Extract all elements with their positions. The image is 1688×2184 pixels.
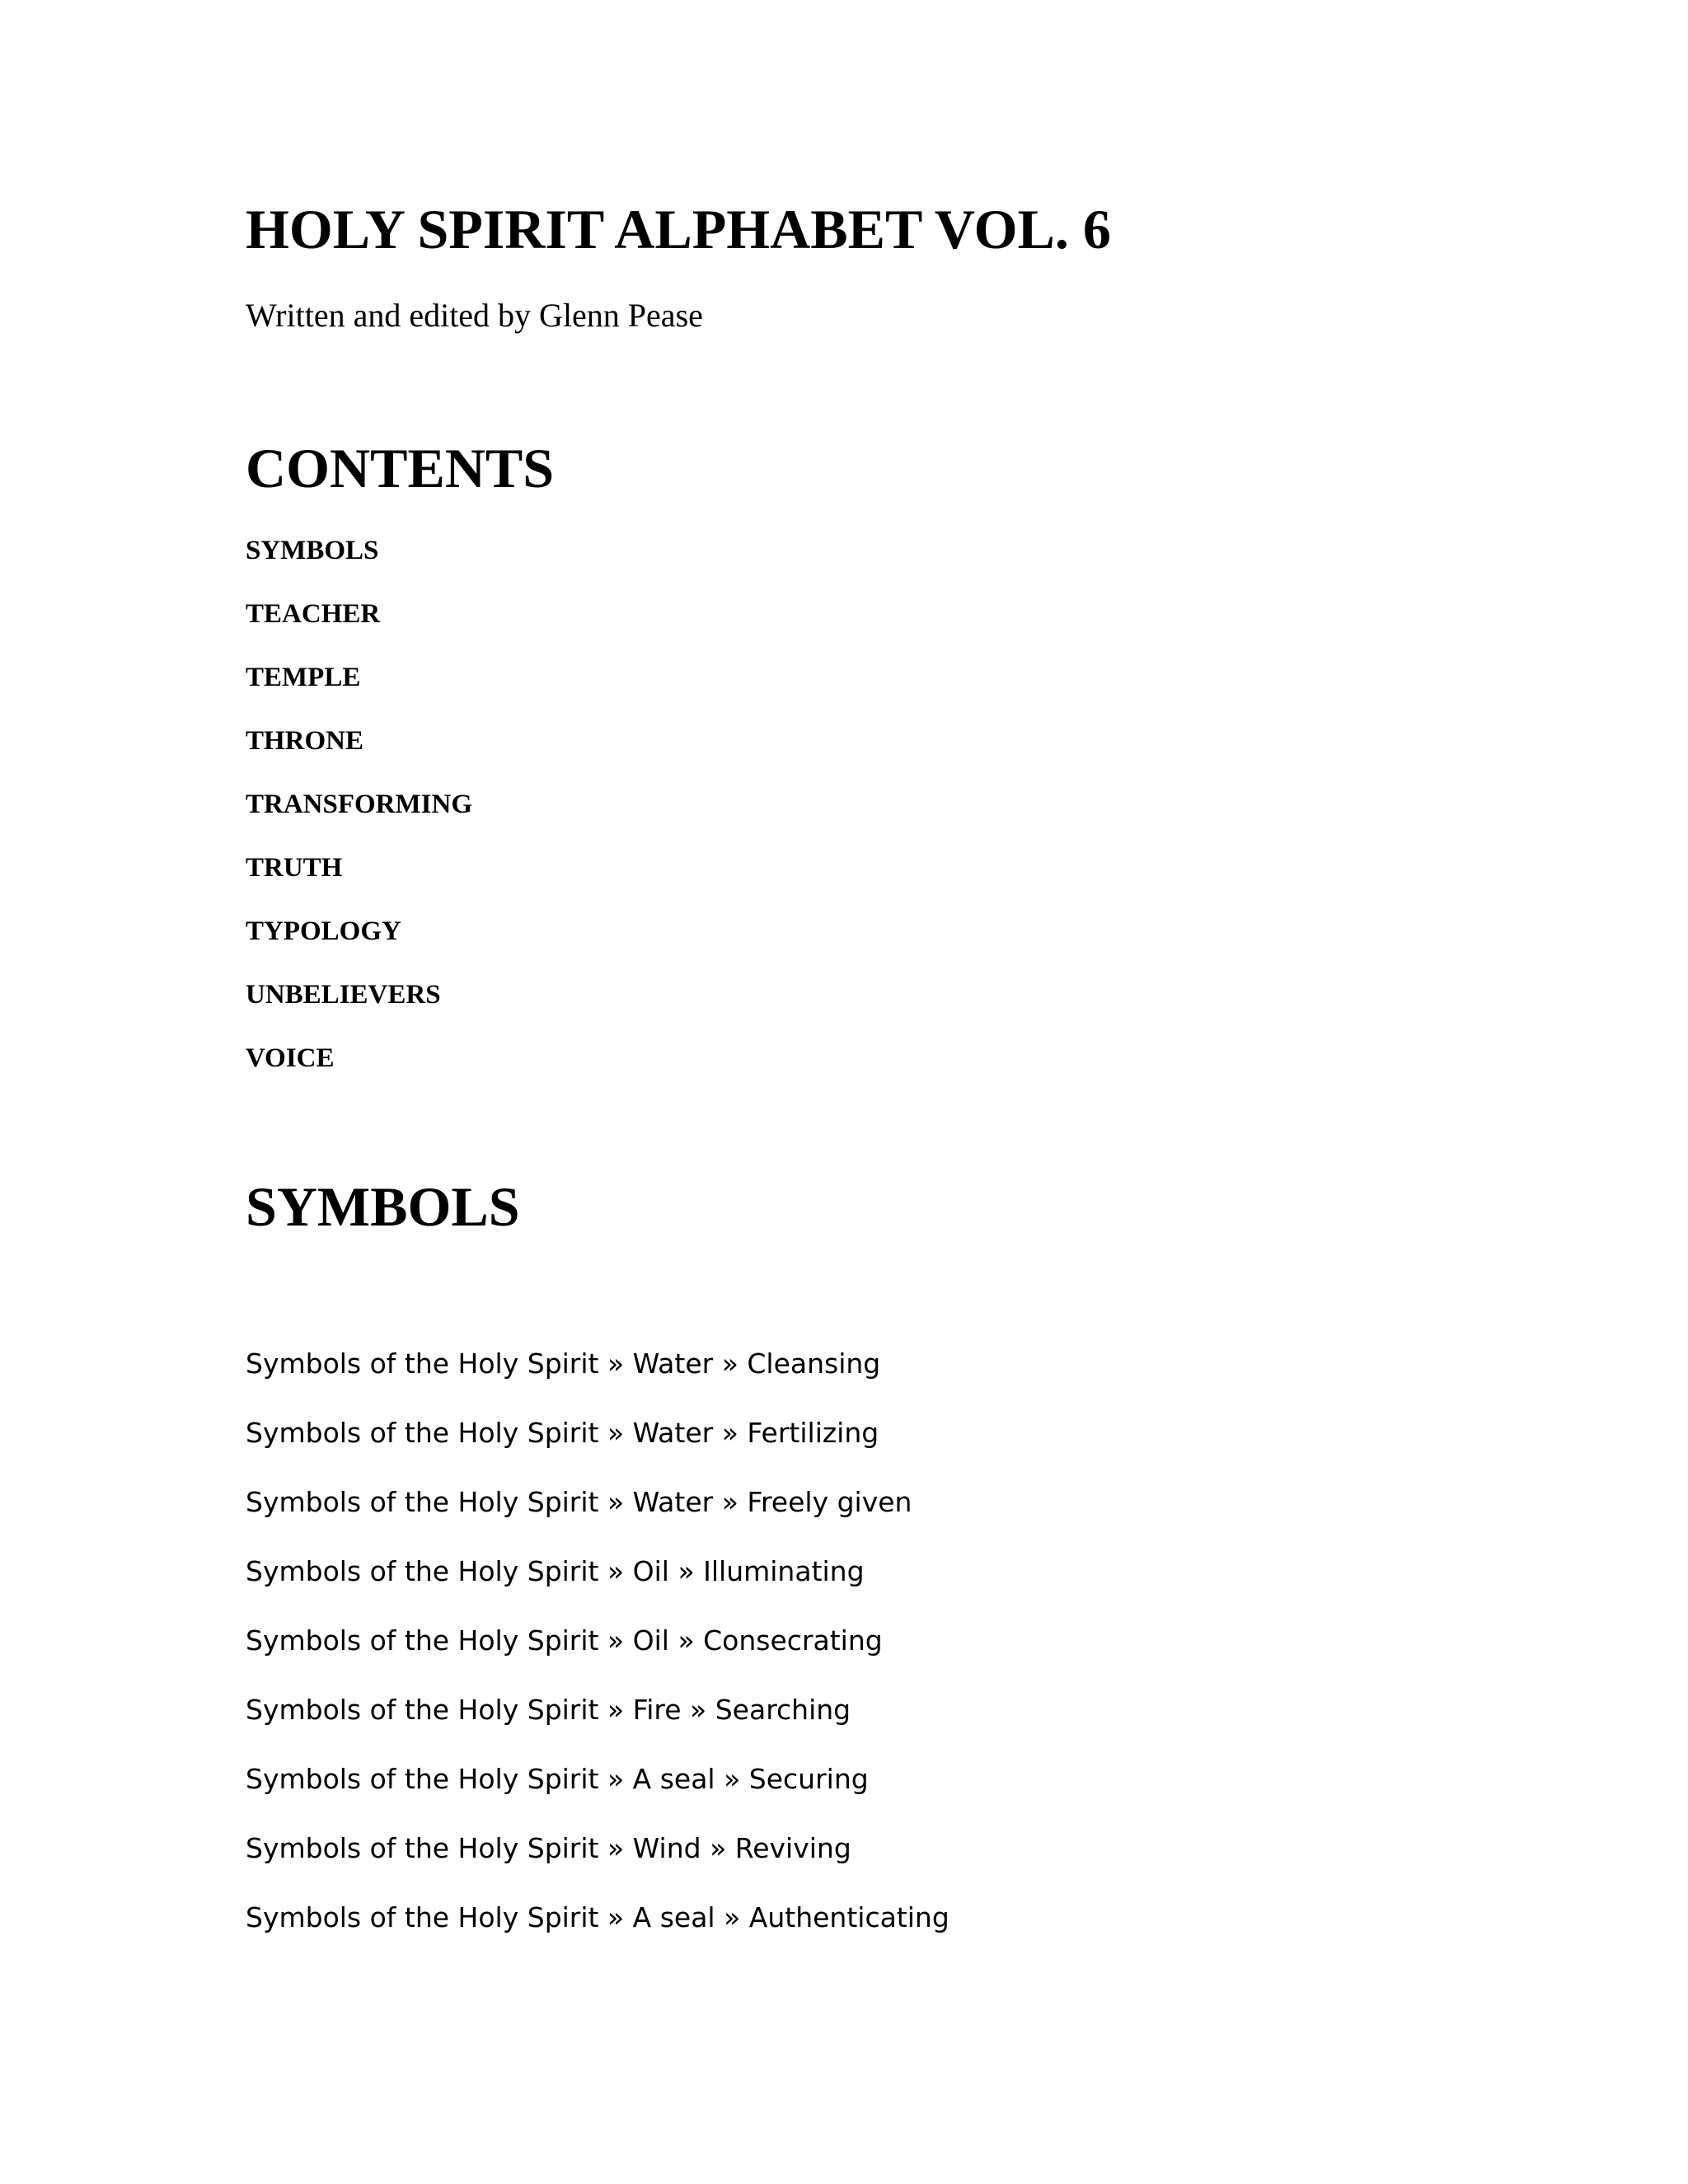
symbol-entry: Symbols of the Holy Spirit » Water » Fertilizing <box>246 1417 879 1449</box>
symbol-entry: Symbols of the Holy Spirit » Oil » Consecrating <box>246 1624 883 1657</box>
author-byline: Written and edited by Glenn Pease <box>246 297 703 334</box>
symbol-entry: Symbols of the Holy Spirit » A seal » Securing <box>246 1763 869 1795</box>
contents-heading: CONTENTS <box>246 437 555 499</box>
symbol-entry: Symbols of the Holy Spirit » Oil » Illuminating <box>246 1555 865 1587</box>
symbol-entry: Symbols of the Holy Spirit » Fire » Searching <box>246 1694 851 1726</box>
toc-item-transforming[interactable]: TRANSFORMING <box>246 790 473 819</box>
toc-item-throne[interactable]: THRONE <box>246 726 364 756</box>
toc-item-unbelievers[interactable]: UNBELIEVERS <box>246 980 441 1010</box>
toc-item-truth[interactable]: TRUTH <box>246 853 343 883</box>
symbol-entry: Symbols of the Holy Spirit » Water » Cleansing <box>246 1347 881 1380</box>
table-of-contents <box>246 530 472 1101</box>
symbol-entry: Symbols of the Holy Spirit » A seal » Authenticating <box>246 1901 950 1933</box>
symbol-entry: Symbols of the Holy Spirit » Water » Freely given <box>246 1486 912 1518</box>
toc-item-temple[interactable]: TEMPLE <box>246 663 361 692</box>
toc-item-teacher[interactable]: TEACHER <box>246 599 381 629</box>
toc-item-voice[interactable]: VOICE <box>246 1043 335 1073</box>
document-title: HOLY SPIRIT ALPHABET VOL. 6 <box>246 198 1111 260</box>
symbol-entry: Symbols of the Holy Spirit » Wind » Reviving <box>246 1832 851 1864</box>
toc-item-symbols[interactable]: SYMBOLS <box>246 536 379 565</box>
toc-item-typology[interactable]: TYPOLOGY <box>246 916 401 946</box>
symbols-list <box>246 1343 950 1966</box>
symbols-section-heading: SYMBOLS <box>246 1175 520 1238</box>
